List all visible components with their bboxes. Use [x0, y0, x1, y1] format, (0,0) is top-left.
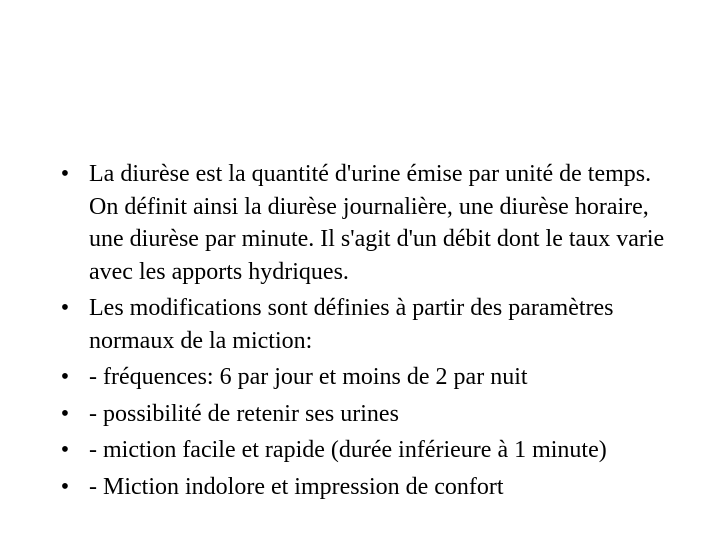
bullet-icon: •: [60, 437, 70, 463]
bullet-text: Les modifications sont définies à partir des paramètres normaux de la miction:: [89, 295, 614, 354]
bullet-text: - possibilité de retenir ses urines: [89, 400, 399, 427]
bullet-item-retention: [58, 398, 670, 431]
bullet-list: [58, 158, 670, 507]
bullet-icon: •: [60, 161, 70, 187]
bullet-item-painless-miction: [58, 471, 670, 504]
bullet-item-easy-miction: [58, 434, 670, 467]
bullet-icon: •: [60, 473, 70, 500]
bullet-text: - miction facile et rapide (durée inférieure à 1 minute): [89, 437, 607, 463]
bullet-icon: •: [60, 295, 70, 321]
bullet-item-frequencies: [58, 361, 670, 394]
bullet-text: - Miction indolore et impression de confort: [89, 473, 504, 500]
bullet-item-modifications: [58, 292, 670, 357]
bullet-item-diuresis-definition: [58, 158, 670, 288]
bullet-icon: •: [60, 400, 70, 427]
bullet-text: - fréquences: 6 par jour et moins de 2 par nuit: [89, 364, 528, 390]
bullet-text: La diurèse est la quantité d'urine émise par unité de temps. On définit ainsi la diurèse journalière, une diurèse horaire, une diurèse par minute. Il s'agit d'un débit dont le taux varie avec les apports hydriques.: [89, 161, 665, 285]
bullet-icon: •: [60, 364, 70, 390]
